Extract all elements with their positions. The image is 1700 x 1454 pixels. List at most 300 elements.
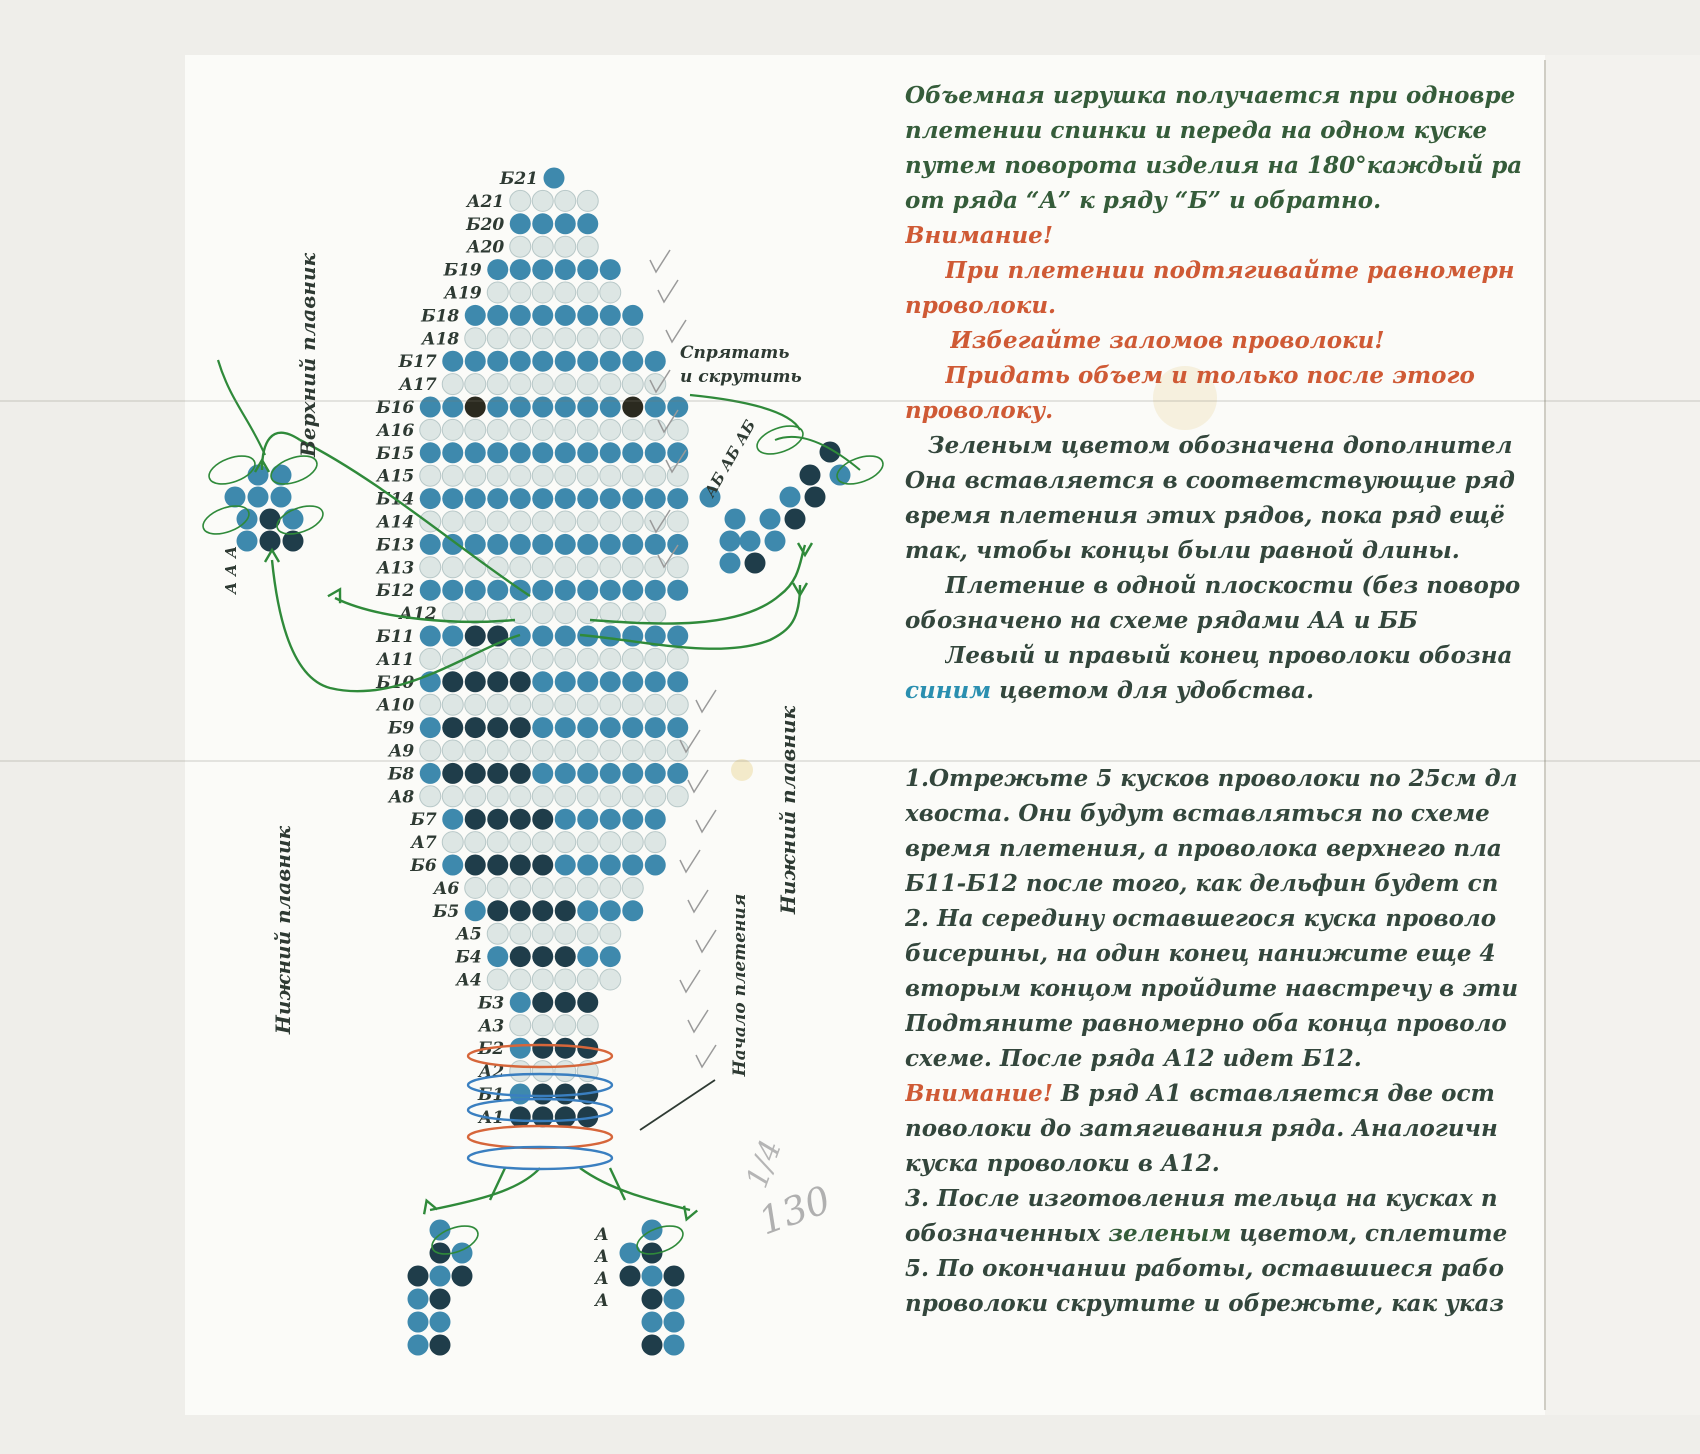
body-bead [600, 786, 621, 807]
body-bead [532, 259, 553, 280]
body-bead [555, 1038, 576, 1059]
body-bead [510, 351, 531, 372]
body-bead [600, 328, 621, 349]
body-bead [645, 648, 666, 669]
body-bead [532, 580, 553, 601]
step-line: бисерины, на один конец нанижите еще 4 [905, 940, 1496, 967]
text-line: Объемная игрушка получается при одновре [905, 82, 1516, 109]
body-bead [555, 442, 576, 463]
body-bead [555, 557, 576, 578]
body-bead [510, 488, 531, 509]
step-line: схеме. После ряда А12 идет Б12. [905, 1045, 1362, 1072]
body-bead [510, 190, 531, 211]
body-bead [667, 786, 688, 807]
body-bead [555, 190, 576, 211]
body-bead [465, 626, 486, 647]
body-bead [622, 648, 643, 669]
row-label: А10 [376, 695, 415, 716]
body-bead [420, 465, 441, 486]
body-bead [532, 213, 553, 234]
body-bead [555, 786, 576, 807]
tail-bead [664, 1266, 685, 1287]
body-bead [600, 923, 621, 944]
body-bead [532, 374, 553, 395]
row-label: А7 [411, 833, 437, 854]
body-bead [465, 877, 486, 898]
step-line [905, 1220, 1545, 1247]
body-bead [442, 534, 463, 555]
body-bead [420, 442, 441, 463]
body-bead [487, 419, 508, 440]
body-bead [510, 328, 531, 349]
body-bead [577, 923, 598, 944]
body-bead [622, 534, 643, 555]
body-bead [465, 419, 486, 440]
body-bead [555, 1106, 576, 1127]
body-bead [667, 511, 688, 532]
body-bead [622, 671, 643, 692]
fold-line [0, 760, 1700, 762]
body-bead [645, 855, 666, 876]
body-bead [510, 1106, 531, 1127]
tail-bead [430, 1312, 451, 1333]
body-bead [510, 1084, 531, 1105]
side-fin-bead [765, 531, 786, 552]
body-bead [510, 419, 531, 440]
body-bead [532, 190, 553, 211]
body-bead [555, 694, 576, 715]
body-bead [442, 442, 463, 463]
body-bead [487, 374, 508, 395]
body-bead [442, 465, 463, 486]
step-line: время плетения, а проволока верхнего пла [905, 835, 1502, 862]
body-bead [510, 259, 531, 280]
step-line: проволоки скрутите и обрежьте, как указ [905, 1290, 1505, 1317]
step-line: хвоста. Они будут вставляться по схеме [905, 800, 1490, 827]
hide-label: Спрятать [680, 343, 790, 363]
body-bead [532, 1038, 553, 1059]
side-fin-bead [760, 509, 781, 530]
body-bead [555, 580, 576, 601]
body-bead [622, 328, 643, 349]
text-span: цветом для удобства. [991, 677, 1315, 704]
body-bead [510, 442, 531, 463]
body-bead [622, 419, 643, 440]
body-bead [442, 580, 463, 601]
body-bead [465, 603, 486, 624]
row-label: А16 [376, 420, 415, 441]
row-label: Б9 [387, 718, 415, 739]
row-label: А8 [388, 787, 415, 808]
body-bead [510, 1015, 531, 1036]
body-bead [532, 534, 553, 555]
body-bead [600, 351, 621, 372]
body-bead [465, 488, 486, 509]
body-bead [510, 694, 531, 715]
fin-a-label: А [222, 581, 240, 594]
body-bead [487, 465, 508, 486]
body-bead [532, 923, 553, 944]
body-bead [510, 305, 531, 326]
body-bead [420, 488, 441, 509]
body-bead [442, 511, 463, 532]
body-bead [532, 763, 553, 784]
tail-bead [664, 1289, 685, 1310]
body-bead [645, 763, 666, 784]
top-fin-bead [271, 465, 292, 486]
row-label: А20 [466, 237, 505, 258]
body-bead [465, 717, 486, 738]
pencil-note: 130 [753, 1177, 837, 1244]
text-line: так, чтобы концы были равной длины. [905, 537, 1460, 564]
body-bead [600, 557, 621, 578]
body-bead [510, 855, 531, 876]
body-bead [645, 832, 666, 853]
body-bead [465, 855, 486, 876]
body-bead [487, 488, 508, 509]
body-bead [487, 832, 508, 853]
step-line: Б11-Б12 после того, как дельфин будет сп [905, 870, 1499, 897]
body-bead [600, 419, 621, 440]
body-bead [487, 717, 508, 738]
body-bead [510, 877, 531, 898]
body-bead [577, 328, 598, 349]
body-bead [532, 648, 553, 669]
body-bead [600, 442, 621, 463]
text-line: Левый и правый конец проволоки обозна [945, 642, 1513, 669]
body-bead [555, 877, 576, 898]
side-fin-bead [720, 531, 741, 552]
body-bead [465, 351, 486, 372]
body-bead [487, 877, 508, 898]
body-bead [487, 351, 508, 372]
side-fin-bead [785, 509, 806, 530]
text-line: проволоку. [905, 397, 1054, 424]
body-bead [555, 1015, 576, 1036]
body-bead [532, 992, 553, 1013]
body-bead [442, 832, 463, 853]
body-bead [465, 763, 486, 784]
step-line [905, 1080, 1545, 1107]
tail-bead [664, 1335, 685, 1356]
body-bead [532, 877, 553, 898]
body-bead [577, 786, 598, 807]
row-label: А4 [456, 970, 482, 991]
body-bead [465, 465, 486, 486]
body-bead [577, 236, 598, 257]
body-bead [622, 855, 643, 876]
body-bead [577, 946, 598, 967]
text-span: В ряд А1 вставляется две ост [1052, 1080, 1495, 1107]
body-bead [577, 190, 598, 211]
body-bead [465, 694, 486, 715]
body-bead [555, 740, 576, 761]
side-fin-bead [740, 531, 761, 552]
tail-bead [408, 1335, 429, 1356]
body-bead [555, 923, 576, 944]
body-bead [420, 648, 441, 669]
tail-bead [430, 1335, 451, 1356]
body-bead [510, 534, 531, 555]
text-span: цветом, сплетите [1231, 1220, 1508, 1247]
body-bead [442, 648, 463, 669]
fin-a-label: А [222, 563, 240, 576]
body-bead [667, 534, 688, 555]
text-line: Избегайте заломов проволоки! [950, 327, 1385, 354]
row-label: Б2 [477, 1039, 505, 1060]
body-bead [510, 511, 531, 532]
body-bead [645, 671, 666, 692]
body-bead [532, 305, 553, 326]
row-label: А18 [421, 329, 460, 350]
body-bead [487, 534, 508, 555]
body-bead [487, 763, 508, 784]
body-bead [487, 969, 508, 990]
body-bead [442, 374, 463, 395]
body-bead [600, 900, 621, 921]
body-bead [600, 626, 621, 647]
fin-a-label: А [595, 1225, 609, 1245]
body-bead [600, 694, 621, 715]
body-bead [555, 671, 576, 692]
tail-bead [642, 1312, 663, 1333]
body-bead [622, 694, 643, 715]
body-bead [555, 832, 576, 853]
body-bead [487, 305, 508, 326]
body-bead [577, 671, 598, 692]
body-bead [420, 763, 441, 784]
pencil-note: 1/4 [739, 1135, 790, 1193]
body-bead [555, 969, 576, 990]
body-bead [622, 603, 643, 624]
body-bead [645, 717, 666, 738]
body-bead [577, 374, 598, 395]
row-label: Б11 [376, 627, 415, 647]
body-bead [600, 946, 621, 967]
side-fin-bead [800, 465, 821, 486]
body-bead [465, 442, 486, 463]
body-bead [577, 1015, 598, 1036]
body-bead [487, 855, 508, 876]
body-bead [532, 946, 553, 967]
body-bead [600, 259, 621, 280]
body-bead [555, 1061, 576, 1082]
body-bead [577, 877, 598, 898]
row-label: А1 [478, 1107, 505, 1128]
body-bead [487, 809, 508, 830]
body-bead [532, 442, 553, 463]
warning-heading: Внимание! [905, 222, 1053, 249]
body-bead [510, 946, 531, 967]
body-bead [622, 442, 643, 463]
body-bead [487, 786, 508, 807]
body-bead [645, 534, 666, 555]
body-bead [487, 259, 508, 280]
body-bead [532, 717, 553, 738]
body-bead [555, 809, 576, 830]
body-bead [465, 671, 486, 692]
body-bead [600, 855, 621, 876]
body-bead [645, 465, 666, 486]
body-bead [487, 648, 508, 669]
body-bead [555, 992, 576, 1013]
body-bead [510, 1061, 531, 1082]
side-fin-bead [725, 509, 746, 530]
body-bead [555, 511, 576, 532]
body-bead [555, 488, 576, 509]
text-line: путем поворота изделия на 180°каждый ра [905, 152, 1523, 179]
body-bead [622, 305, 643, 326]
step-line: куска проволоки в А12. [905, 1150, 1220, 1177]
body-bead [465, 900, 486, 921]
tail-bead [430, 1289, 451, 1310]
body-bead [532, 671, 553, 692]
body-bead [532, 328, 553, 349]
top-fin-bead [248, 487, 269, 508]
body-bead [487, 511, 508, 532]
body-bead [555, 419, 576, 440]
body-bead [487, 580, 508, 601]
body-bead [577, 442, 598, 463]
body-bead [442, 488, 463, 509]
body-bead [442, 419, 463, 440]
body-bead [667, 488, 688, 509]
tail-bead [664, 1312, 685, 1333]
text-span: обозначенных [905, 1220, 1109, 1247]
body-bead [532, 969, 553, 990]
body-bead [622, 740, 643, 761]
body-bead [555, 946, 576, 967]
body-bead [532, 694, 553, 715]
body-bead [622, 465, 643, 486]
body-bead [667, 557, 688, 578]
body-bead [667, 580, 688, 601]
body-bead [622, 877, 643, 898]
step-line: 2. На середину оставшегося куска проволо [905, 905, 1497, 932]
body-bead [442, 717, 463, 738]
start-label: Начало плетения [730, 893, 750, 1077]
body-bead [510, 992, 531, 1013]
step-line: 1.Отрежьте 5 кусков проволоки по 25см дл [905, 765, 1518, 792]
lower-fin-label: Нижний плавник [776, 705, 800, 915]
body-bead [442, 557, 463, 578]
row-label: Б1 [477, 1085, 505, 1105]
body-bead [510, 465, 531, 486]
text-line: плетении спинки и переда на одном куске [905, 117, 1488, 144]
body-bead [645, 557, 666, 578]
tail-bead [408, 1266, 429, 1287]
row-label: Б14 [376, 489, 415, 510]
body-bead [622, 900, 643, 921]
green-word: зеленым [1108, 1220, 1232, 1247]
step-line: 3. После изготовления тельца на кусках п [905, 1185, 1498, 1212]
body-bead [577, 855, 598, 876]
tail-bead [452, 1266, 473, 1287]
body-bead [645, 442, 666, 463]
body-bead [510, 832, 531, 853]
body-bead [555, 855, 576, 876]
side-fin-bead [720, 553, 741, 574]
body-bead [622, 488, 643, 509]
body-bead [645, 580, 666, 601]
body-bead [487, 900, 508, 921]
body-bead [645, 351, 666, 372]
row-label: А19 [444, 283, 482, 304]
tail-bead [408, 1289, 429, 1310]
body-bead [442, 694, 463, 715]
body-bead [600, 488, 621, 509]
step-line: 5. По окончании работы, оставшиеся рабо [905, 1255, 1504, 1282]
row-label: А9 [388, 741, 415, 762]
body-bead [510, 374, 531, 395]
row-label: А11 [376, 649, 415, 670]
body-bead [600, 763, 621, 784]
body-bead [510, 213, 531, 234]
body-bead [465, 740, 486, 761]
body-bead [600, 465, 621, 486]
side-fin-bead [745, 553, 766, 574]
side-fin-bead [805, 487, 826, 508]
fin-a-label: А [595, 1291, 609, 1311]
body-bead [442, 786, 463, 807]
body-bead [487, 442, 508, 463]
body-bead [510, 717, 531, 738]
body-bead [510, 900, 531, 921]
body-bead [577, 465, 598, 486]
body-bead [510, 740, 531, 761]
body-bead [600, 671, 621, 692]
lower-fin-label: Нижний плавник [271, 825, 295, 1035]
body-bead [600, 832, 621, 853]
row-label: Б7 [410, 810, 437, 831]
body-bead [555, 465, 576, 486]
body-bead [487, 740, 508, 761]
body-bead [577, 534, 598, 555]
body-bead [532, 236, 553, 257]
text-line: время плетения этих рядов, пока ряд ещё [905, 502, 1505, 529]
body-bead [600, 511, 621, 532]
body-bead [532, 465, 553, 486]
body-bead [577, 282, 598, 303]
row-label: Б10 [376, 672, 415, 693]
body-bead [532, 855, 553, 876]
body-bead [487, 282, 508, 303]
tail-bead [408, 1312, 429, 1333]
body-bead [555, 282, 576, 303]
body-bead [555, 626, 576, 647]
body-bead [577, 488, 598, 509]
side-fin-bead [780, 487, 801, 508]
row-label: Б19 [443, 260, 482, 281]
body-bead [600, 282, 621, 303]
body-bead [510, 557, 531, 578]
body-bead [420, 626, 441, 647]
body-bead [487, 694, 508, 715]
body-bead [420, 534, 441, 555]
body-bead [555, 648, 576, 669]
row-label: Б18 [421, 306, 460, 327]
body-bead [555, 374, 576, 395]
text-line: Она вставляется в соответствующие ряд [905, 467, 1515, 494]
body-bead [667, 763, 688, 784]
body-bead [442, 809, 463, 830]
body-bead [510, 671, 531, 692]
row-label: А17 [399, 375, 437, 396]
row-label: А2 [478, 1062, 505, 1083]
ab-marks: АБ АБ АБ [700, 416, 760, 500]
body-bead [510, 969, 531, 990]
body-bead [645, 786, 666, 807]
